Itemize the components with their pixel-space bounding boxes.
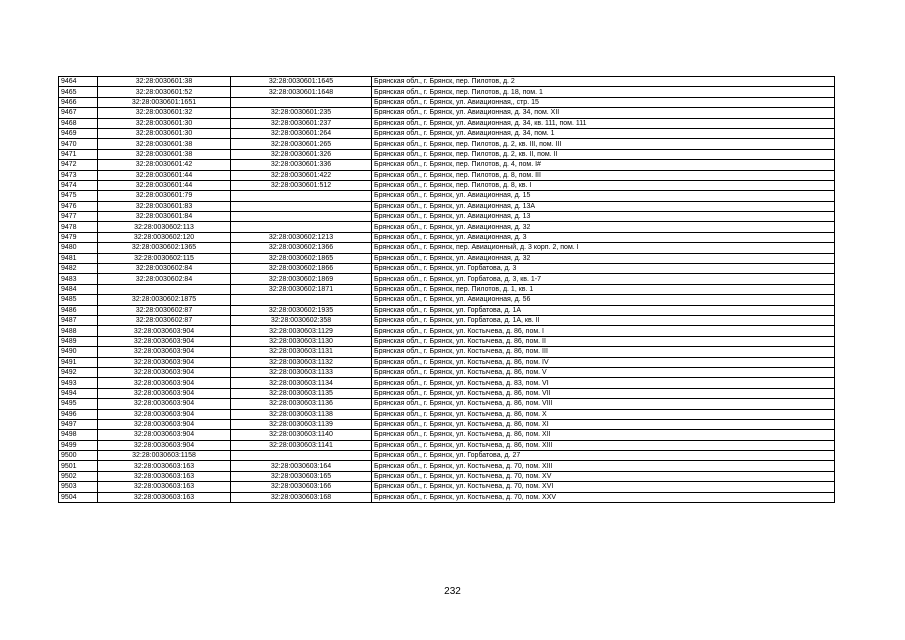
related-cadastral-number-cell: 32:28:0030601:264 xyxy=(231,128,372,138)
related-cadastral-number-cell: 32:28:0030603:165 xyxy=(231,471,372,481)
table-row xyxy=(59,274,835,284)
row-number-cell: 9470 xyxy=(59,139,98,149)
address-cell: Брянская обл., г. Брянск, ул. Авиационная, д. 34, пом. XII xyxy=(372,108,835,118)
cadastral-number-cell: 32:28:0030603:904 xyxy=(98,336,231,346)
row-number-cell: 9491 xyxy=(59,357,98,367)
address-cell: Брянская обл., г. Брянск, ул. Авиационная, д. 3 xyxy=(372,232,835,242)
related-cadastral-number-cell: 32:28:0030601:235 xyxy=(231,108,372,118)
cadastral-number-cell: 32:28:0030601:42 xyxy=(98,160,231,170)
address-cell: Брянская обл., г. Брянск, пер. Пилотов, д. 18, пом. 1 xyxy=(372,87,835,97)
address-cell: Брянская обл., г. Брянск, ул. Костычева, д. 86, пом. VIII xyxy=(372,399,835,409)
cadastral-number-cell: 32:28:0030603:163 xyxy=(98,492,231,502)
row-number-cell: 9471 xyxy=(59,149,98,159)
address-cell: Брянская обл., г. Брянск, ул. Костычева, д. 86, пом. II xyxy=(372,336,835,346)
related-cadastral-number-cell: 32:28:0030603:166 xyxy=(231,482,372,492)
table-row xyxy=(59,284,835,294)
address-cell: Брянская обл., г. Брянск, ул. Авиационная, д. 13А xyxy=(372,201,835,211)
table-row xyxy=(59,305,835,315)
related-cadastral-number-cell: 32:28:0030602:1871 xyxy=(231,284,372,294)
table-row xyxy=(59,87,835,97)
row-number-cell: 9483 xyxy=(59,274,98,284)
cadastral-number-cell: 32:28:0030601:38 xyxy=(98,77,231,87)
cadastral-number-cell: 32:28:0030603:163 xyxy=(98,471,231,481)
related-cadastral-number-cell xyxy=(231,201,372,211)
cadastral-number-cell: 32:28:0030602:84 xyxy=(98,274,231,284)
address-cell: Брянская обл., г. Брянск, ул. Костычева, д. 70, пом. XV xyxy=(372,471,835,481)
row-number-cell: 9499 xyxy=(59,440,98,450)
table-row xyxy=(59,409,835,419)
related-cadastral-number-cell: 32:28:0030603:1132 xyxy=(231,357,372,367)
table-row xyxy=(59,149,835,159)
table-row xyxy=(59,295,835,305)
address-cell: Брянская обл., г. Брянск, ул. Авиационная, д. 56 xyxy=(372,295,835,305)
cadastral-number-cell: 32:28:0030601:83 xyxy=(98,201,231,211)
cadastral-number-cell: 32:28:0030602:84 xyxy=(98,264,231,274)
related-cadastral-number-cell: 32:28:0030603:1133 xyxy=(231,367,372,377)
cadastral-number-cell: 32:28:0030601:84 xyxy=(98,212,231,222)
row-number-cell: 9490 xyxy=(59,347,98,357)
related-cadastral-number-cell: 32:28:0030601:336 xyxy=(231,160,372,170)
related-cadastral-number-cell: 32:28:0030602:1865 xyxy=(231,253,372,263)
address-cell: Брянская обл., г. Брянск, пер. Пилотов, д. 8, пом. III xyxy=(372,170,835,180)
related-cadastral-number-cell: 32:28:0030602:1869 xyxy=(231,274,372,284)
address-cell: Брянская обл., г. Брянск, ул. Авиационная, д. 32 xyxy=(372,253,835,263)
table-row xyxy=(59,139,835,149)
cadastral-number-cell: 32:28:0030603:904 xyxy=(98,347,231,357)
table-row xyxy=(59,326,835,336)
related-cadastral-number-cell: 32:28:0030603:1131 xyxy=(231,347,372,357)
address-cell: Брянская обл., г. Брянск, ул. Костычева, д. 70, пом. XXV xyxy=(372,492,835,502)
related-cadastral-number-cell: 32:28:0030603:1130 xyxy=(231,336,372,346)
cadastral-number-cell: 32:28:0030601:1651 xyxy=(98,97,231,107)
related-cadastral-number-cell: 32:28:0030603:1139 xyxy=(231,419,372,429)
row-number-cell: 9497 xyxy=(59,419,98,429)
address-cell: Брянская обл., г. Брянск, пер. Пилотов, д. 8, кв. I xyxy=(372,180,835,190)
table-row xyxy=(59,253,835,263)
address-cell: Брянская обл., г. Брянск, ул. Авиационная, д. 34, пом. 1 xyxy=(372,128,835,138)
related-cadastral-number-cell: 32:28:0030602:358 xyxy=(231,315,372,325)
related-cadastral-number-cell: 32:28:0030601:1645 xyxy=(231,77,372,87)
related-cadastral-number-cell: 32:28:0030603:1141 xyxy=(231,440,372,450)
row-number-cell: 9478 xyxy=(59,222,98,232)
table-row xyxy=(59,77,835,87)
table-row xyxy=(59,191,835,201)
address-cell: Брянская обл., г. Брянск, ул. Костычева, д. 86, пом. I xyxy=(372,326,835,336)
cadastral-number-cell: 32:28:0030601:79 xyxy=(98,191,231,201)
related-cadastral-number-cell xyxy=(231,97,372,107)
row-number-cell: 9504 xyxy=(59,492,98,502)
related-cadastral-number-cell: 32:28:0030601:1648 xyxy=(231,87,372,97)
row-number-cell: 9480 xyxy=(59,243,98,253)
address-cell: Брянская обл., г. Брянск, пер. Пилотов, д. 2 xyxy=(372,77,835,87)
related-cadastral-number-cell: 32:28:0030602:1935 xyxy=(231,305,372,315)
row-number-cell: 9467 xyxy=(59,108,98,118)
related-cadastral-number-cell: 32:28:0030603:1129 xyxy=(231,326,372,336)
row-number-cell: 9466 xyxy=(59,97,98,107)
table-row xyxy=(59,108,835,118)
row-number-cell: 9503 xyxy=(59,482,98,492)
row-number-cell: 9502 xyxy=(59,471,98,481)
cadastral-number-cell: 32:28:0030601:44 xyxy=(98,180,231,190)
related-cadastral-number-cell: 32:28:0030603:168 xyxy=(231,492,372,502)
row-number-cell: 9496 xyxy=(59,409,98,419)
cadastral-number-cell: 32:28:0030603:904 xyxy=(98,440,231,450)
cadastral-number-cell: 32:28:0030601:38 xyxy=(98,139,231,149)
table-row xyxy=(59,347,835,357)
related-cadastral-number-cell: 32:28:0030603:1134 xyxy=(231,378,372,388)
row-number-cell: 9494 xyxy=(59,388,98,398)
cadastral-number-cell: 32:28:0030601:32 xyxy=(98,108,231,118)
address-cell: Брянская обл., г. Брянск, ул. Авиационная, д. 13 xyxy=(372,212,835,222)
address-cell: Брянская обл., г. Брянск, пер. Пилотов, д. 2, кв. III, пом. III xyxy=(372,139,835,149)
cadastral-number-cell xyxy=(98,284,231,294)
address-cell: Брянская обл., г. Брянск, пер. Пилотов, д. 2, кв. II, пом. II xyxy=(372,149,835,159)
table-row xyxy=(59,388,835,398)
address-cell: Брянская обл., г. Брянск, ул. Костычева, д. 70, пом. XVI xyxy=(372,482,835,492)
cadastral-number-cell: 32:28:0030603:904 xyxy=(98,357,231,367)
related-cadastral-number-cell: 32:28:0030603:1136 xyxy=(231,399,372,409)
address-cell: Брянская обл., г. Брянск, пер. Пилотов, д. 4, пом. I# xyxy=(372,160,835,170)
table-row xyxy=(59,212,835,222)
related-cadastral-number-cell: 32:28:0030602:1866 xyxy=(231,264,372,274)
address-cell: Брянская обл., г. Брянск, ул. Авиационная,, стр. 15 xyxy=(372,97,835,107)
row-number-cell: 9465 xyxy=(59,87,98,97)
row-number-cell: 9468 xyxy=(59,118,98,128)
row-number-cell: 9501 xyxy=(59,461,98,471)
related-cadastral-number-cell: 32:28:0030603:1138 xyxy=(231,409,372,419)
address-cell: Брянская обл., г. Брянск, ул. Костычева, д. 86, пом. V xyxy=(372,367,835,377)
related-cadastral-number-cell xyxy=(231,295,372,305)
table-row xyxy=(59,482,835,492)
address-cell: Брянская обл., г. Брянск, ул. Костычева, д. 86, пом. III xyxy=(372,347,835,357)
table-row xyxy=(59,492,835,502)
table-row xyxy=(59,170,835,180)
row-number-cell: 9482 xyxy=(59,264,98,274)
table-row xyxy=(59,399,835,409)
cadastral-number-cell: 32:28:0030602:113 xyxy=(98,222,231,232)
cadastral-number-cell: 32:28:0030603:1158 xyxy=(98,451,231,461)
row-number-cell: 9493 xyxy=(59,378,98,388)
row-number-cell: 9489 xyxy=(59,336,98,346)
cadastral-number-cell: 32:28:0030603:904 xyxy=(98,378,231,388)
row-number-cell: 9474 xyxy=(59,180,98,190)
table-row xyxy=(59,160,835,170)
related-cadastral-number-cell xyxy=(231,191,372,201)
cadastral-number-cell: 32:28:0030602:1875 xyxy=(98,295,231,305)
cadastral-number-cell: 32:28:0030602:87 xyxy=(98,305,231,315)
cadastral-number-cell: 32:28:0030603:904 xyxy=(98,388,231,398)
cadastral-number-cell: 32:28:0030601:30 xyxy=(98,128,231,138)
table-row xyxy=(59,180,835,190)
address-cell: Брянская обл., г. Брянск, ул. Авиационная, д. 34, кв. 111, пом. 111 xyxy=(372,118,835,128)
row-number-cell: 9469 xyxy=(59,128,98,138)
address-cell: Брянская обл., г. Брянск, ул. Костычева, д. 83, пом. VI xyxy=(372,378,835,388)
table-row xyxy=(59,367,835,377)
row-number-cell: 9484 xyxy=(59,284,98,294)
cadastral-number-cell: 32:28:0030602:115 xyxy=(98,253,231,263)
table-row xyxy=(59,128,835,138)
table-row xyxy=(59,118,835,128)
table-row xyxy=(59,357,835,367)
row-number-cell: 9486 xyxy=(59,305,98,315)
cadastral-number-cell: 32:28:0030603:904 xyxy=(98,430,231,440)
row-number-cell: 9485 xyxy=(59,295,98,305)
row-number-cell: 9472 xyxy=(59,160,98,170)
table-row xyxy=(59,264,835,274)
address-cell: Брянская обл., г. Брянск, ул. Костычева, д. 86, пом. XI xyxy=(372,419,835,429)
address-cell: Брянская обл., г. Брянск, ул. Авиационная, д. 32 xyxy=(372,222,835,232)
registry-table xyxy=(58,76,835,503)
cadastral-number-cell: 32:28:0030603:904 xyxy=(98,326,231,336)
table-row xyxy=(59,419,835,429)
address-cell: Брянская обл., г. Брянск, ул. Авиационная, д. 15 xyxy=(372,191,835,201)
address-cell: Брянская обл., г. Брянск, ул. Костычева, д. 86, пом. VII xyxy=(372,388,835,398)
row-number-cell: 9479 xyxy=(59,232,98,242)
related-cadastral-number-cell xyxy=(231,212,372,222)
table-row xyxy=(59,461,835,471)
address-cell: Брянская обл., г. Брянск, ул. Горбатова, д. 1А xyxy=(372,305,835,315)
address-cell: Брянская обл., г. Брянск, пер. Пилотов, д. 1, кв. 1 xyxy=(372,284,835,294)
row-number-cell: 9481 xyxy=(59,253,98,263)
cadastral-number-cell: 32:28:0030601:30 xyxy=(98,118,231,128)
table-row xyxy=(59,222,835,232)
table-row xyxy=(59,440,835,450)
table-row xyxy=(59,97,835,107)
table-row xyxy=(59,471,835,481)
cadastral-number-cell: 32:28:0030603:904 xyxy=(98,419,231,429)
address-cell: Брянская обл., г. Брянск, ул. Костычева, д. 86, пом. X xyxy=(372,409,835,419)
table-row xyxy=(59,378,835,388)
row-number-cell: 9488 xyxy=(59,326,98,336)
row-number-cell: 9475 xyxy=(59,191,98,201)
related-cadastral-number-cell xyxy=(231,222,372,232)
row-number-cell: 9477 xyxy=(59,212,98,222)
related-cadastral-number-cell: 32:28:0030603:1140 xyxy=(231,430,372,440)
cadastral-number-cell: 32:28:0030603:904 xyxy=(98,409,231,419)
cadastral-number-cell: 32:28:0030601:52 xyxy=(98,87,231,97)
table-row xyxy=(59,430,835,440)
related-cadastral-number-cell: 32:28:0030602:1366 xyxy=(231,243,372,253)
cadastral-number-cell: 32:28:0030602:1365 xyxy=(98,243,231,253)
row-number-cell: 9487 xyxy=(59,315,98,325)
table-row xyxy=(59,315,835,325)
cadastral-number-cell: 32:28:0030603:163 xyxy=(98,482,231,492)
cadastral-number-cell: 32:28:0030602:120 xyxy=(98,232,231,242)
row-number-cell: 9464 xyxy=(59,77,98,87)
row-number-cell: 9498 xyxy=(59,430,98,440)
address-cell: Брянская обл., г. Брянск, ул. Горбатова, д. 1А, кв. II xyxy=(372,315,835,325)
related-cadastral-number-cell: 32:28:0030602:1213 xyxy=(231,232,372,242)
cadastral-number-cell: 32:28:0030601:44 xyxy=(98,170,231,180)
related-cadastral-number-cell: 32:28:0030603:164 xyxy=(231,461,372,471)
address-cell: Брянская обл., г. Брянск, ул. Костычева, д. 86, пом. IV xyxy=(372,357,835,367)
address-cell: Брянская обл., г. Брянск, ул. Горбатова, д. 3, кв. 1-7 xyxy=(372,274,835,284)
page-number: 232 xyxy=(444,586,461,597)
cadastral-number-cell: 32:28:0030601:38 xyxy=(98,149,231,159)
related-cadastral-number-cell: 32:28:0030601:326 xyxy=(231,149,372,159)
row-number-cell: 9500 xyxy=(59,451,98,461)
related-cadastral-number-cell xyxy=(231,451,372,461)
related-cadastral-number-cell: 32:28:0030601:237 xyxy=(231,118,372,128)
related-cadastral-number-cell: 32:28:0030601:512 xyxy=(231,180,372,190)
table-row xyxy=(59,243,835,253)
cadastral-number-cell: 32:28:0030603:904 xyxy=(98,367,231,377)
table-row xyxy=(59,232,835,242)
address-cell: Брянская обл., г. Брянск, пер. Авиационный, д. 3 корп. 2, пом. I xyxy=(372,243,835,253)
row-number-cell: 9495 xyxy=(59,399,98,409)
table-row xyxy=(59,336,835,346)
table-row xyxy=(59,451,835,461)
row-number-cell: 9476 xyxy=(59,201,98,211)
row-number-cell: 9473 xyxy=(59,170,98,180)
cadastral-number-cell: 32:28:0030603:163 xyxy=(98,461,231,471)
address-cell: Брянская обл., г. Брянск, ул. Костычева, д. 70, пом. XIII xyxy=(372,461,835,471)
row-number-cell: 9492 xyxy=(59,367,98,377)
related-cadastral-number-cell: 32:28:0030603:1135 xyxy=(231,388,372,398)
address-cell: Брянская обл., г. Брянск, ул. Костычева, д. 86, пом. XIII xyxy=(372,440,835,450)
address-cell: Брянская обл., г. Брянск, ул. Горбатова, д. 3 xyxy=(372,264,835,274)
cadastral-number-cell: 32:28:0030602:87 xyxy=(98,315,231,325)
address-cell: Брянская обл., г. Брянск, ул. Горбатова, д. 27 xyxy=(372,451,835,461)
table-row xyxy=(59,201,835,211)
related-cadastral-number-cell: 32:28:0030601:265 xyxy=(231,139,372,149)
address-cell: Брянская обл., г. Брянск, ул. Костычева, д. 86, пом. XII xyxy=(372,430,835,440)
cadastral-number-cell: 32:28:0030603:904 xyxy=(98,399,231,409)
registry-table-body xyxy=(59,77,835,503)
related-cadastral-number-cell: 32:28:0030601:422 xyxy=(231,170,372,180)
